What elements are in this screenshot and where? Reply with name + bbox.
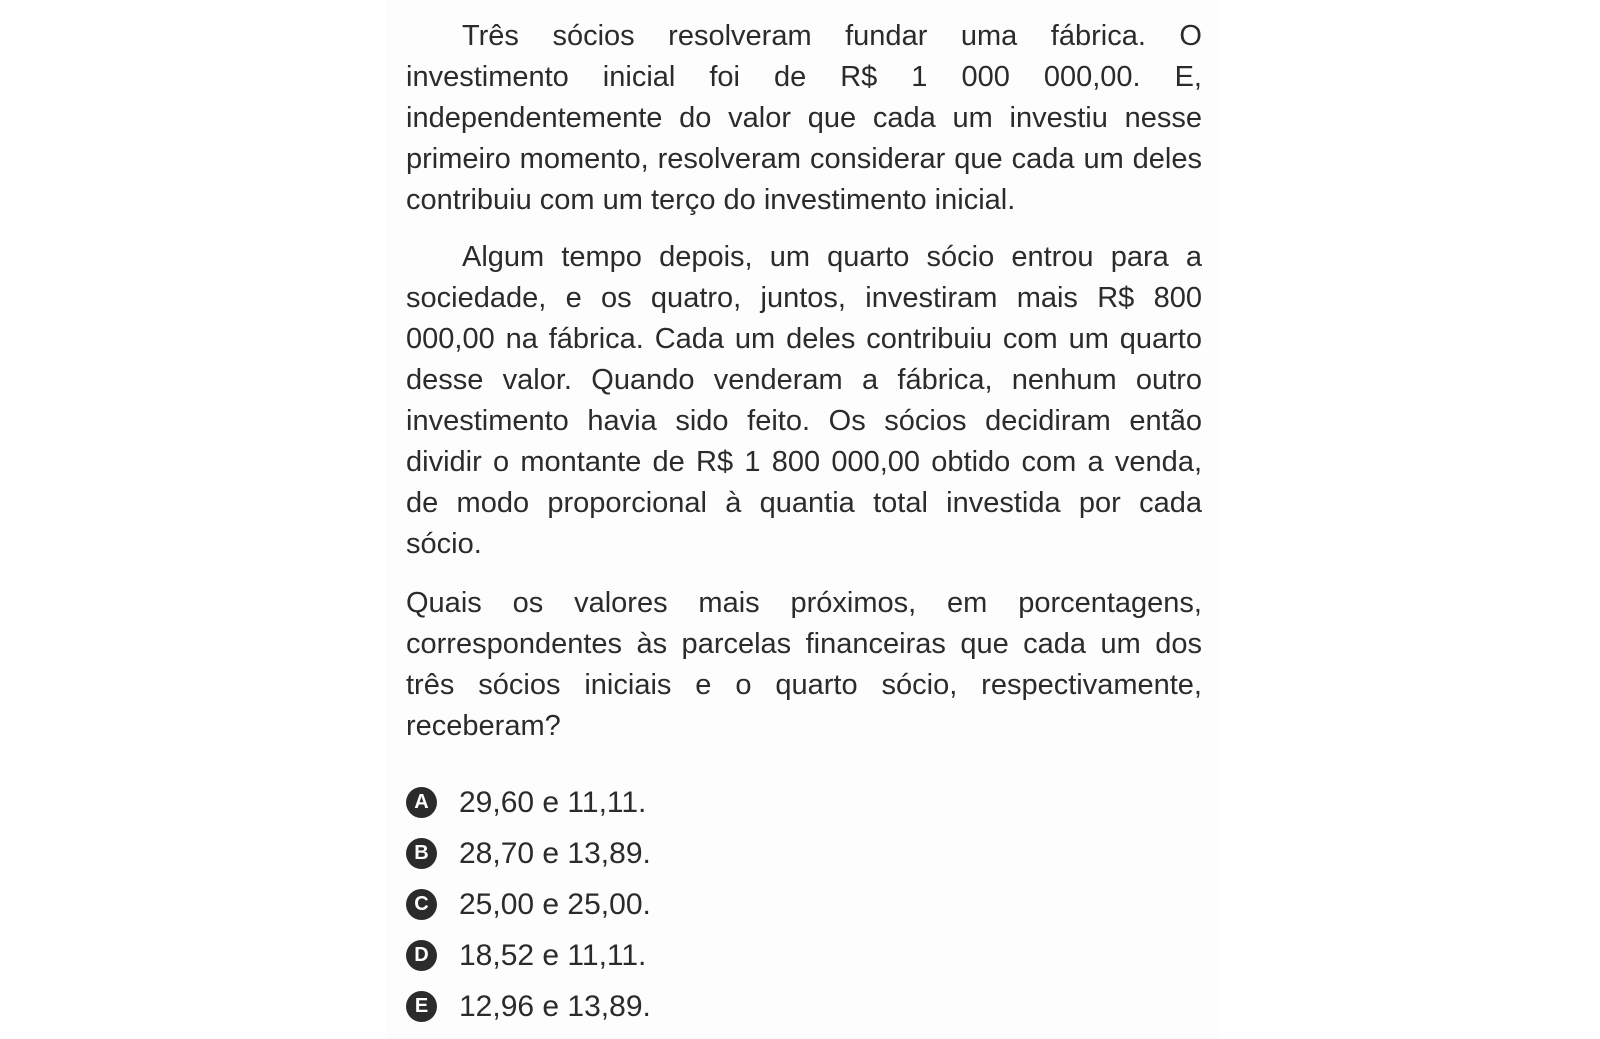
option-c[interactable]	[406, 879, 1202, 930]
statement-paragraph-1: Três sócios resolveram fundar uma fábrica. O investimento inicial foi de R$ 1 000 000,00. E, independentemente do valor que cada um investiu nesse primeiro momento, resolveram considerar que cada um deles contribuiu com um terço do investimento inicial.	[406, 20, 1202, 216]
option-e[interactable]	[406, 981, 1202, 1032]
question-content	[406, 16, 1202, 1032]
question-prompt: Quais os valores mais próximos, em porcentagens, correspondentes às parcelas financeiras que cada um dos três sócios iniciais e o quarto sócio, respectivamente, receberam?	[406, 587, 1202, 742]
option-letter-d-badge: D	[406, 940, 437, 971]
statement-paragraph-2: Algum tempo depois, um quarto sócio entrou para a sociedade, e os quatro, juntos, investiram mais R$ 800 000,00 na fábrica. Cada um deles contribuiu com um quarto desse valor. Quando venderam a fábrica, nenhum outro investimento havia sido feito. Os sócios decidiram então dividir o montante de R$ 1 800 000,00 obtido com a venda, de modo proporcional à quantia total investida por cada sócio.	[406, 241, 1202, 560]
option-b-text: 28,70 e 13,89.	[459, 837, 651, 870]
option-letter-e-badge: E	[406, 991, 437, 1022]
option-letter-b-badge: B	[406, 838, 437, 869]
option-a-text: 29,60 e 11,11.	[459, 786, 647, 819]
option-e-text: 12,96 e 13,89.	[459, 990, 651, 1023]
option-letter-a-badge: A	[406, 787, 437, 818]
option-c-text: 25,00 e 25,00.	[459, 888, 651, 921]
option-d[interactable]	[406, 930, 1202, 981]
option-d-text: 18,52 e 11,11.	[459, 939, 647, 972]
option-letter-c-badge: C	[406, 889, 437, 920]
answer-options	[406, 777, 1202, 1032]
option-a[interactable]	[406, 777, 1202, 828]
exam-page	[386, 0, 1220, 1039]
option-b[interactable]	[406, 828, 1202, 879]
